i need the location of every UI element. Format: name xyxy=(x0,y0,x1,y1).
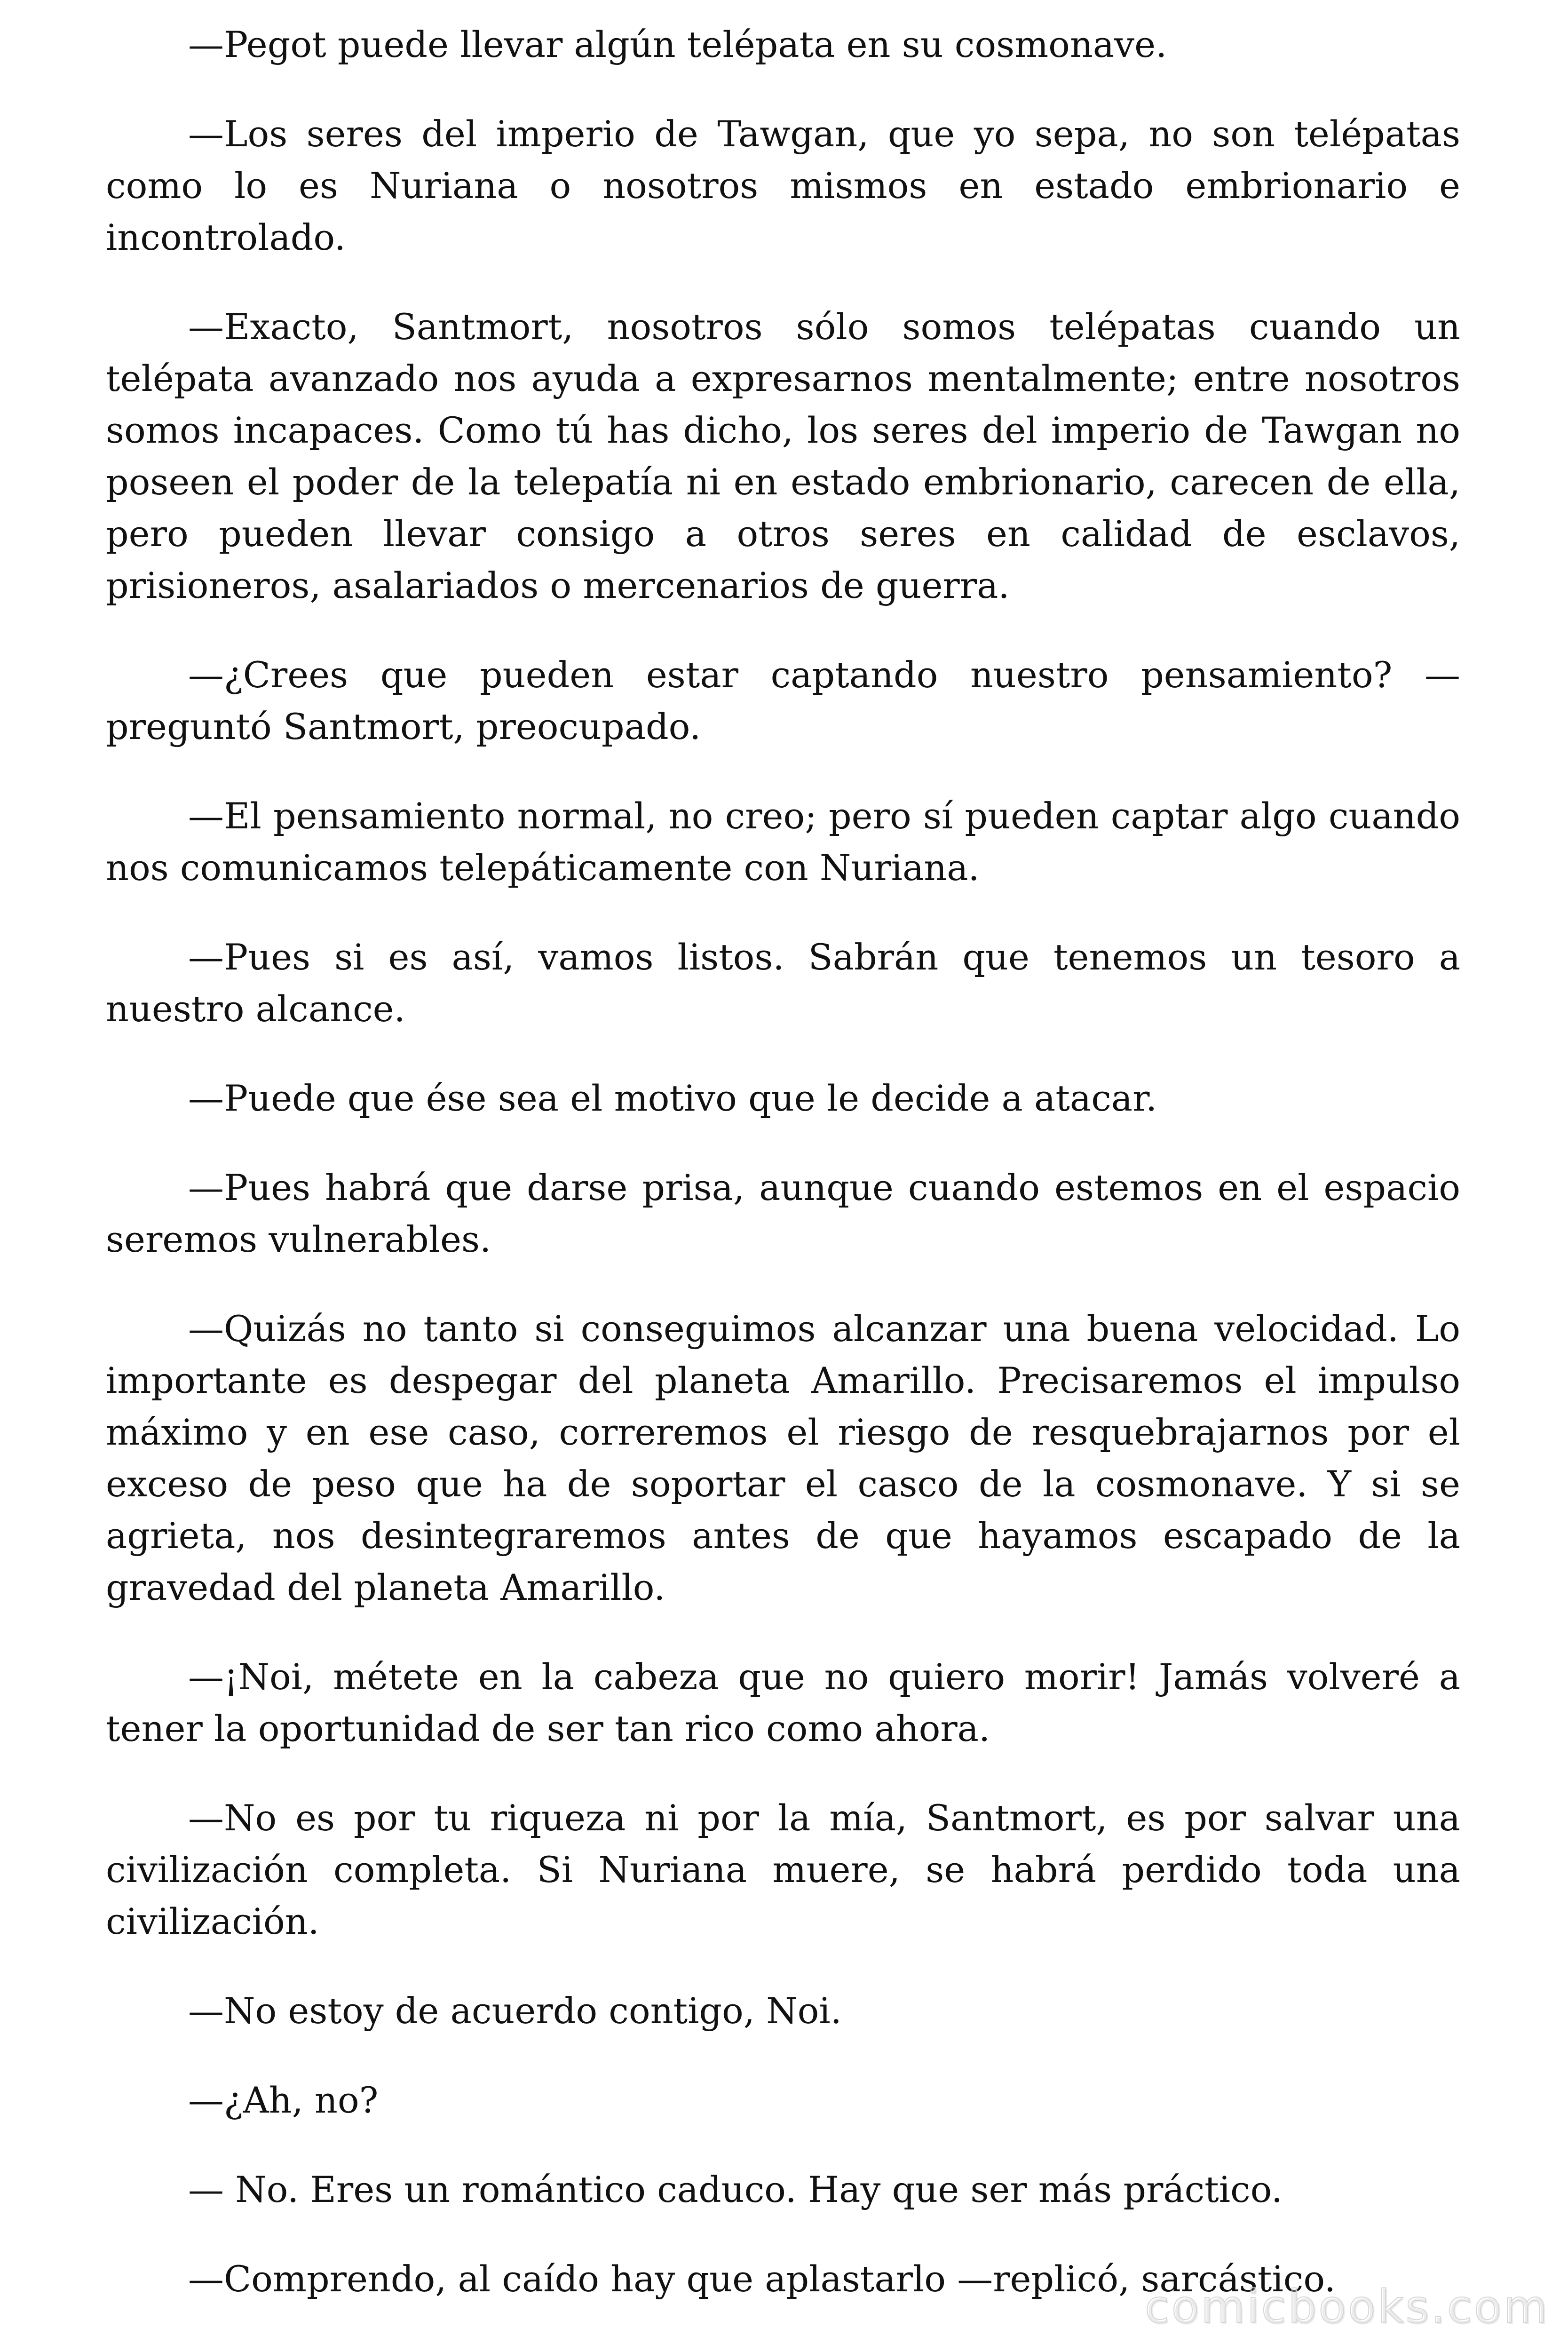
paragraph: —Puede que ése sea el motivo que le decide a atacar. xyxy=(188,1077,1157,1119)
paragraph: —Quizás no tanto si conseguimos alcanzar una buena velocidad. Lo importante es despegar del planeta Amarillo. Precisaremos el impulso máximo y en ese caso, correremos el riesgo de resquebrajarnos por el exceso de peso que ha de soportar el casco de la cosmonave. Y si se agrieta, nos desintegraremos antes de que hayamos escapado de la gravedad del planeta Amarillo. xyxy=(106,1308,1460,1608)
paragraph: —¡Noi, métete en la cabeza que no quiero morir! Jamás volveré a tener la oportunidad de ser tan rico como ahora. xyxy=(106,1656,1460,1749)
paragraph: —Pegot puede llevar algún telépata en su cosmonave. xyxy=(188,24,1167,65)
paragraph: —¿Ah, no? xyxy=(188,2079,379,2121)
paragraph: —¿Crees que pueden estar captando nuestro pensamiento? —preguntó Santmort, preocupado. xyxy=(106,654,1460,747)
paragraph: —No es por tu riqueza ni por la mía, Santmort, es por salvar una civilización completa. Si Nuriana muere, se habrá perdido toda una civilización. xyxy=(106,1797,1460,1942)
paragraph: —Pues habrá que darse prisa, aunque cuando estemos en el espacio seremos vulnerables. xyxy=(106,1167,1460,1260)
paragraph: —El pensamiento normal, no creo; pero sí pueden captar algo cuando nos comunicamos telepáticamente con Nuriana. xyxy=(106,795,1460,889)
paragraph: —Comprendo, al caído hay que aplastarlo —replicó, sarcástico. xyxy=(188,2258,1336,2300)
paragraph: —No estoy de acuerdo contigo, Noi. xyxy=(188,1990,842,2032)
watermark: comicbooks.com xyxy=(1144,2280,1549,2333)
page-body xyxy=(106,19,1460,2343)
paragraph: —Exacto, Santmort, nosotros sólo somos telépatas cuando un telépata avanzado nos ayuda a expresarnos mentalmente; entre nosotros somos incapaces. Como tú has dicho, los seres del imperio de Tawgan no poseen el poder de la telepatía ni en estado embrionario, carecen de ella, pero pueden llevar consigo a otros seres en calidad de esclavos, prisioneros, asalariados o mercenarios de guerra. xyxy=(106,306,1460,606)
paragraph: —Los seres del imperio de Tawgan, que yo sepa, no son telépatas como lo es Nuriana o nosotros mismos en estado embrionario e incontrolado. xyxy=(106,113,1460,258)
paragraph: — No. Eres un romántico caduco. Hay que ser más práctico. xyxy=(188,2169,1283,2210)
paragraph: —Pues si es así, vamos listos. Sabrán que tenemos un tesoro a nuestro alcance. xyxy=(106,936,1460,1030)
